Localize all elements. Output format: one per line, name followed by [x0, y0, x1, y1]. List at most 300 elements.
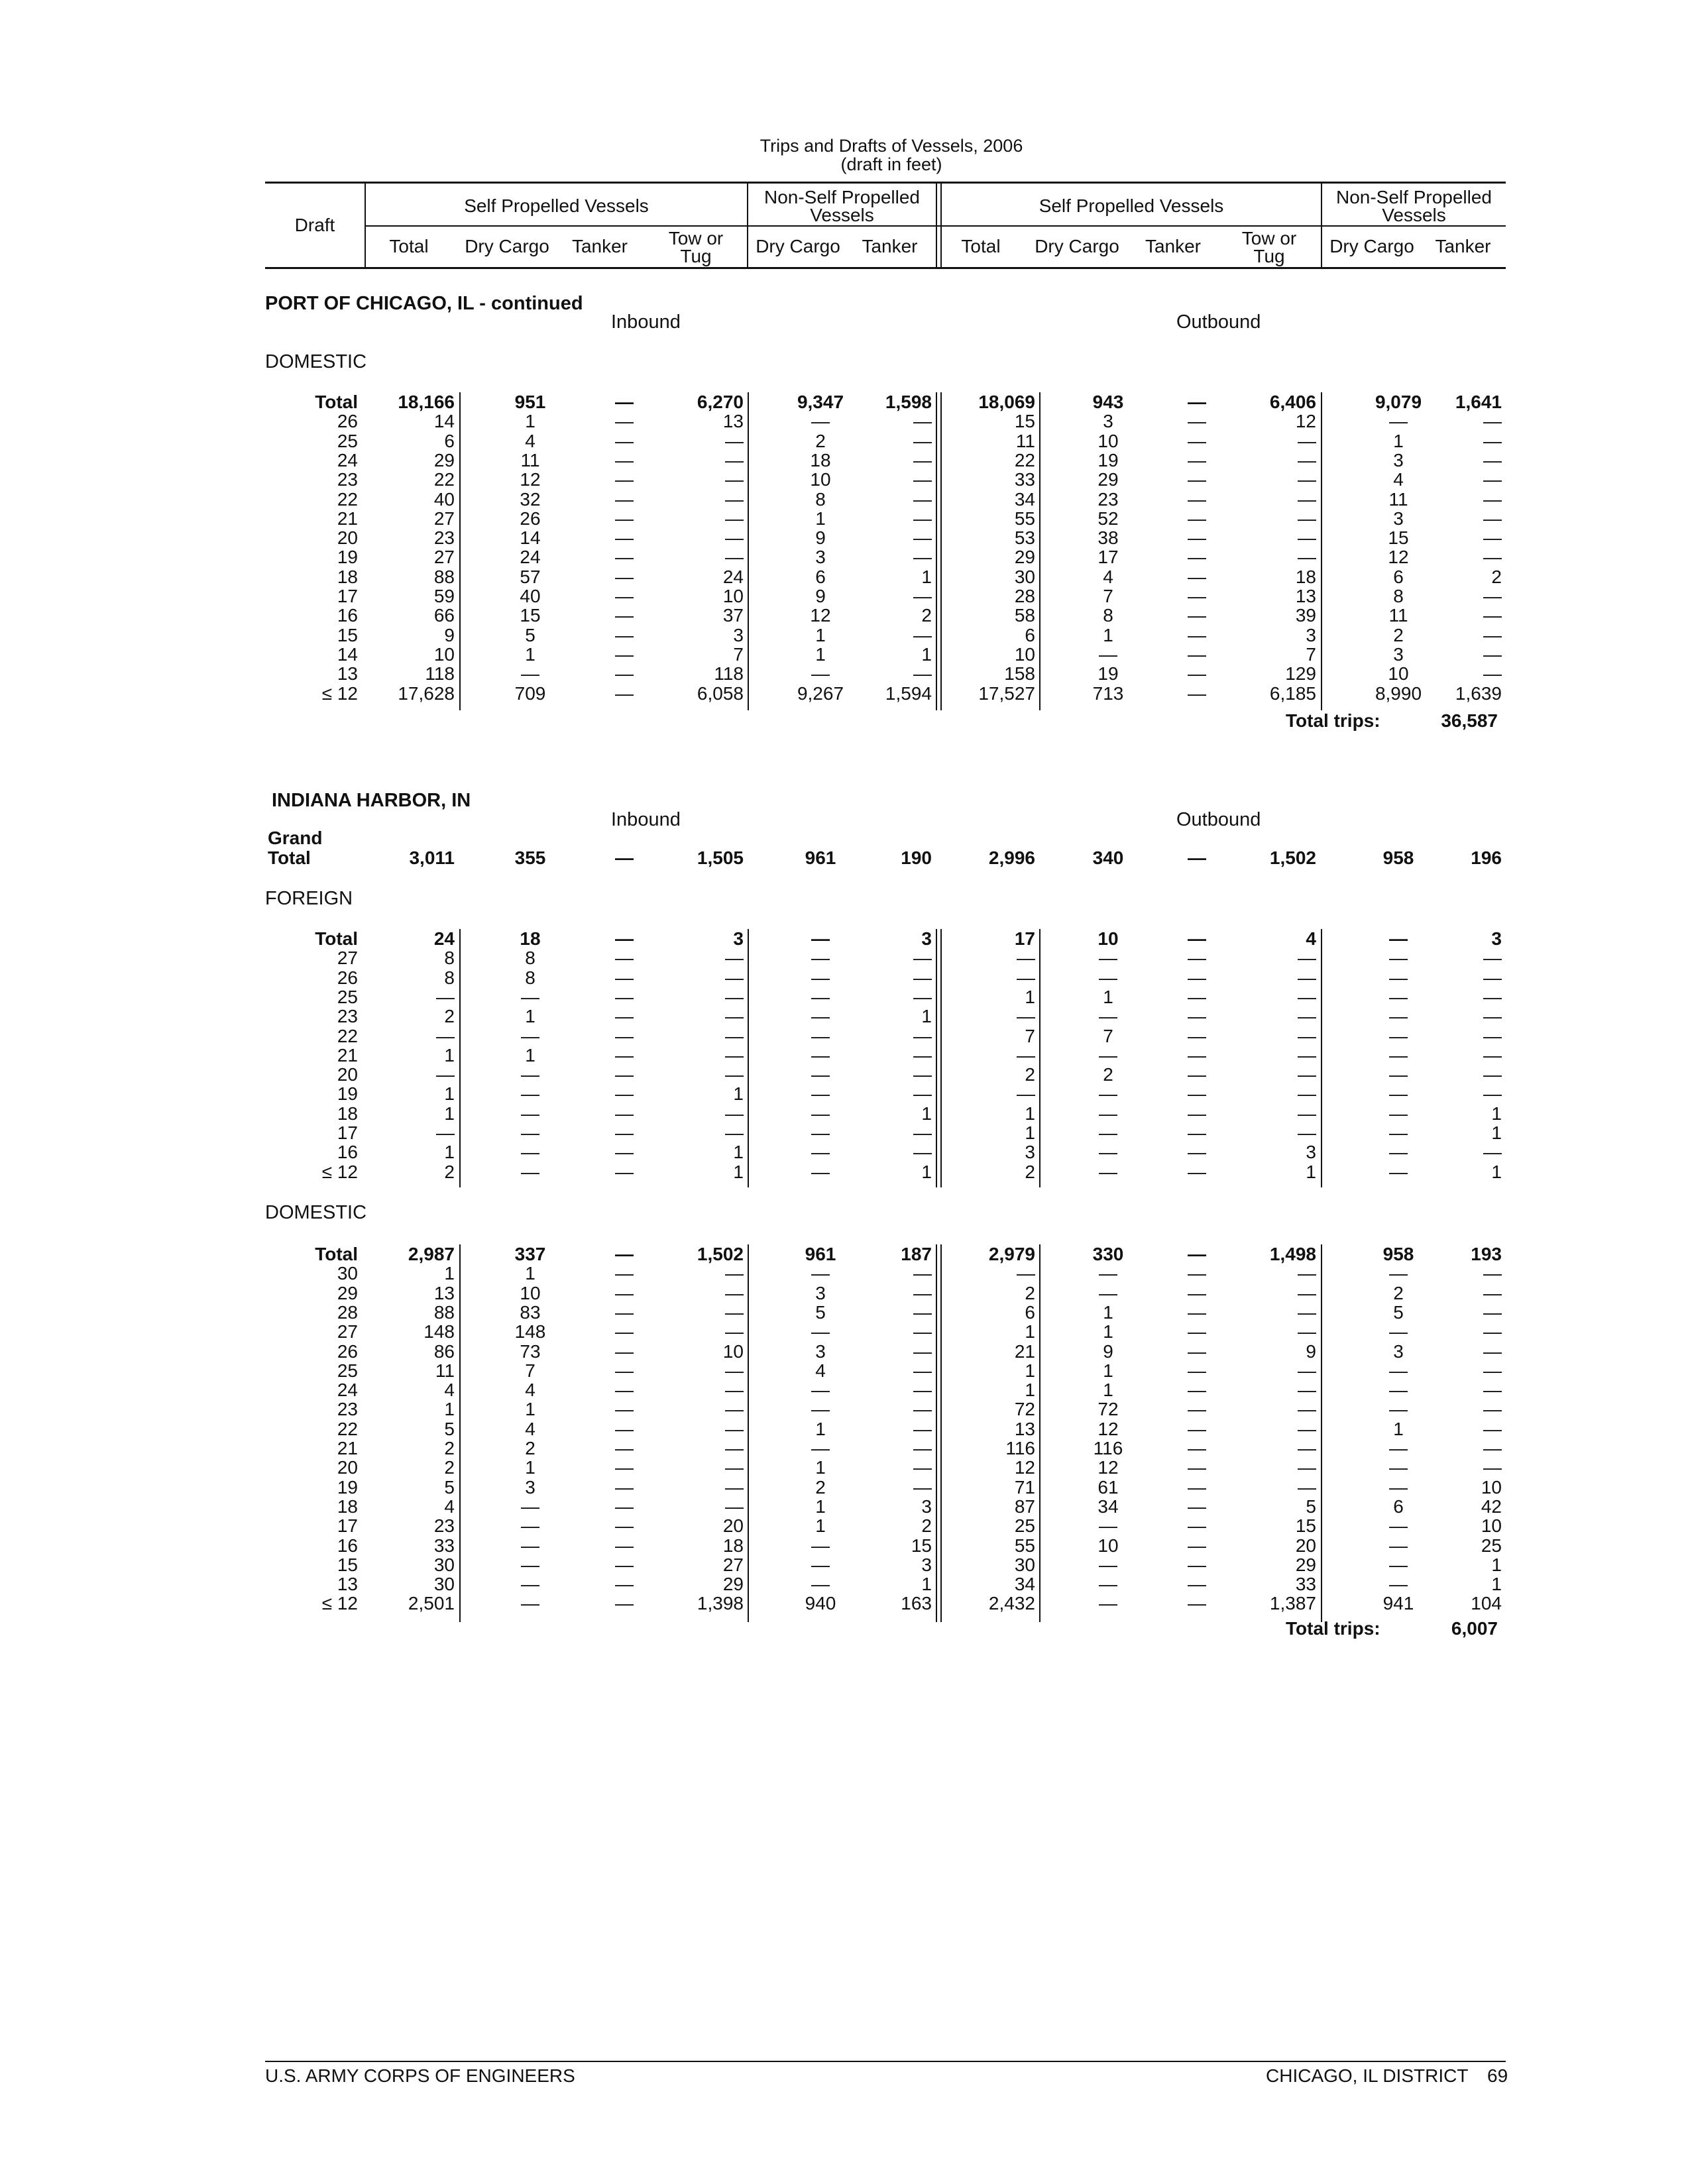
cell-tanker-in: —: [615, 1380, 634, 1401]
cell-total-in: 22: [433, 469, 455, 490]
cell-tow-tug-in: —: [725, 1360, 744, 1381]
cell-total-in: 6: [444, 430, 455, 451]
table-row: [0, 626, 1688, 645]
cell-dry-cargo-in: 4: [525, 430, 535, 451]
cell-nsp-tanker-out: —: [1483, 411, 1502, 432]
cell-dry-cargo-out: 1: [1103, 1321, 1113, 1342]
cell-nsp-dry-cargo-out: 8: [1393, 586, 1404, 606]
cell-nsp-tanker-out: —: [1483, 1263, 1502, 1284]
cell-nsp-tanker-out: —: [1483, 1438, 1502, 1458]
section-title-chicago: PORT OF CHICAGO, IL - continued: [265, 293, 583, 314]
cell-nsp-tanker-in: 190: [901, 847, 932, 868]
cell-tanker-in: —: [615, 469, 634, 490]
cell-dry-cargo-in: 148: [514, 1321, 546, 1342]
cell-dry-cargo-in: 1: [525, 1044, 535, 1065]
cell-tanker-out: —: [1188, 847, 1206, 868]
cell-nsp-dry-cargo-out: 1: [1393, 1418, 1404, 1439]
cell-tow-tug-in: —: [725, 967, 744, 988]
cell-nsp-dry-cargo-in: —: [811, 663, 830, 684]
cell-nsp-dry-cargo-in: —: [811, 1399, 830, 1420]
table-row: [0, 1478, 1688, 1498]
column-rule: [936, 929, 937, 1187]
cell-total-in: 27: [433, 508, 455, 529]
cell-nsp-tanker-in: —: [913, 469, 932, 490]
cell-nsp-tanker-in: —: [913, 586, 932, 606]
cell-total-out: 116: [1005, 1438, 1035, 1458]
cell-nsp-dry-cargo-out: —: [1389, 1438, 1408, 1458]
cell-nsp-dry-cargo-in: 12: [810, 605, 831, 626]
cell-tow-tug-in: 1,398: [697, 1593, 744, 1614]
cell-nsp-dry-cargo-out: —: [1389, 1515, 1408, 1537]
cell-tanker-out: —: [1188, 488, 1206, 510]
cell-dry-cargo-out: 2: [1103, 1064, 1113, 1085]
cell-draft: ≤ 12: [321, 682, 358, 704]
cell-total-in: 4: [444, 1380, 455, 1401]
cell-tanker-out: —: [1188, 1476, 1206, 1498]
cell-total-out: —: [1017, 948, 1035, 969]
cell-tow-tug-out: —: [1298, 1360, 1316, 1381]
cell-nsp-dry-cargo-out: —: [1389, 986, 1408, 1007]
header-col-tanker: Tanker: [571, 236, 628, 256]
table-row: [0, 664, 1688, 684]
cell-nsp-tanker-in: —: [913, 986, 932, 1007]
cell-total-in: 148: [423, 1321, 455, 1342]
cell-draft: 27: [337, 948, 358, 969]
cell-nsp-tanker-in: 15: [911, 1535, 932, 1556]
cell-tanker-out: —: [1188, 1457, 1206, 1478]
cell-nsp-tanker-in: 1: [921, 1006, 932, 1027]
cell-tanker-in: —: [615, 1044, 634, 1065]
cell-tanker-in: —: [615, 1535, 634, 1556]
cell-nsp-dry-cargo-in: —: [811, 1574, 830, 1595]
cell-dry-cargo-out: 9: [1103, 1340, 1113, 1362]
column-rule: [1039, 392, 1041, 710]
cell-total-in: 17,628: [398, 682, 455, 704]
cell-nsp-tanker-out: 1,641: [1455, 392, 1502, 412]
cell-tanker-in: —: [615, 1142, 634, 1163]
cell-nsp-tanker-out: 104: [1471, 1593, 1502, 1614]
cell-nsp-tanker-out: 10: [1481, 1515, 1502, 1537]
cell-dry-cargo-in: 32: [520, 488, 541, 510]
cell-tanker-out: —: [1188, 508, 1206, 529]
cell-nsp-dry-cargo-out: 6: [1393, 1496, 1404, 1517]
column-rule: [940, 392, 942, 710]
cell-draft: 22: [337, 1025, 358, 1046]
column-rule: [1321, 392, 1322, 710]
table-row: [0, 1142, 1688, 1162]
cell-total-out: 13: [1014, 1418, 1035, 1439]
cell-tanker-out: —: [1188, 1438, 1206, 1458]
cell-nsp-dry-cargo-out: 3: [1393, 643, 1404, 665]
cell-tanker-out: —: [1188, 547, 1206, 568]
cell-tow-tug-in: —: [725, 1496, 744, 1517]
footer-left: U.S. ARMY CORPS OF ENGINEERS: [265, 2065, 575, 2086]
table-row: [0, 1497, 1688, 1517]
cell-nsp-tanker-in: —: [913, 1044, 932, 1065]
cell-nsp-tanker-in: —: [913, 430, 932, 451]
cell-dry-cargo-in: 8: [525, 948, 535, 969]
cell-dry-cargo-out: —: [1099, 1282, 1117, 1303]
cell-tow-tug-out: —: [1298, 1282, 1316, 1303]
cell-nsp-tanker-out: —: [1483, 527, 1502, 549]
cell-dry-cargo-in: 1: [525, 643, 535, 665]
cell-nsp-dry-cargo-out: 4: [1393, 469, 1404, 490]
cell-total-in: 1: [444, 1083, 455, 1105]
cell-tow-tug-in: —: [725, 1380, 744, 1401]
cell-tanker-out: —: [1188, 1399, 1206, 1420]
cell-tanker-out: —: [1188, 1044, 1206, 1065]
cell-draft: 26: [337, 1340, 358, 1362]
cell-nsp-dry-cargo-out: —: [1389, 1044, 1408, 1065]
cell-nsp-dry-cargo-out: —: [1389, 967, 1408, 988]
table-row: [0, 1084, 1688, 1104]
cell-nsp-dry-cargo-in: —: [811, 1006, 830, 1027]
cell-tanker-in: —: [615, 967, 634, 988]
cell-nsp-tanker-out: —: [1483, 508, 1502, 529]
cell-nsp-dry-cargo-out: —: [1389, 1083, 1408, 1105]
cell-tow-tug-out: —: [1298, 1263, 1316, 1284]
cell-nsp-dry-cargo-out: —: [1389, 1103, 1408, 1124]
cell-tanker-in: —: [615, 605, 634, 626]
cell-tow-tug-in: —: [725, 469, 744, 490]
cell-dry-cargo-in: —: [521, 1025, 539, 1046]
cell-tow-tug-out: 12: [1295, 411, 1316, 432]
cell-tow-tug-in: 1: [733, 1083, 744, 1105]
foreign-label: FOREIGN: [265, 888, 353, 909]
cell-dry-cargo-in: 4: [525, 1418, 535, 1439]
cell-tow-tug-in: 37: [722, 605, 744, 626]
cell-nsp-dry-cargo-out: 6: [1393, 566, 1404, 587]
cell-total-out: 34: [1014, 488, 1035, 510]
cell-tanker-in: —: [615, 411, 634, 432]
table-row: [0, 987, 1688, 1007]
cell-dry-cargo-out: 19: [1097, 663, 1119, 684]
cell-nsp-tanker-in: —: [913, 663, 932, 684]
table-row: [0, 509, 1688, 529]
cell-tanker-out: —: [1188, 1554, 1206, 1575]
header-col-tanker: Tanker: [862, 236, 918, 256]
cell-draft: 23: [337, 1399, 358, 1420]
cell-nsp-dry-cargo-in: 3: [815, 1340, 826, 1362]
table-row: [0, 1065, 1688, 1085]
cell-tanker-in: —: [615, 527, 634, 549]
cell-total-in: 24: [433, 928, 455, 949]
cell-tanker-out: —: [1188, 392, 1206, 412]
cell-tanker-in: —: [615, 1457, 634, 1478]
grand-total-label: Grand: [268, 828, 323, 848]
cell-tow-tug-in: —: [725, 948, 744, 969]
cell-nsp-dry-cargo-in: 4: [815, 1360, 826, 1381]
column-rule: [936, 392, 937, 710]
cell-nsp-dry-cargo-out: —: [1389, 1006, 1408, 1027]
cell-draft: 13: [337, 1574, 358, 1595]
cell-total-out: —: [1017, 967, 1035, 988]
cell-total-out: 2,432: [988, 1593, 1035, 1614]
cell-dry-cargo-in: —: [521, 1122, 539, 1143]
cell-draft: 16: [337, 1142, 358, 1163]
cell-nsp-tanker-out: —: [1483, 1380, 1502, 1401]
cell-nsp-tanker-out: —: [1483, 624, 1502, 645]
cell-tow-tug-out: —: [1298, 469, 1316, 490]
cell-dry-cargo-out: 713: [1092, 682, 1124, 704]
cell-nsp-dry-cargo-in: —: [811, 948, 830, 969]
cell-nsp-tanker-out: —: [1483, 1083, 1502, 1105]
cell-tanker-in: —: [615, 1161, 634, 1182]
cell-tanker-in: —: [615, 847, 634, 868]
cell-draft: Total: [315, 928, 358, 949]
cell-tanker-in: —: [615, 1574, 634, 1595]
cell-nsp-dry-cargo-out: —: [1389, 1064, 1408, 1085]
cell-nsp-dry-cargo-out: —: [1389, 1321, 1408, 1342]
cell-total-in: 2: [444, 1438, 455, 1458]
cell-nsp-tanker-in: —: [913, 527, 932, 549]
cell-nsp-dry-cargo-out: 9,079: [1375, 392, 1422, 412]
cell-tanker-out: —: [1188, 986, 1206, 1007]
cell-tanker-in: —: [615, 986, 634, 1007]
cell-tow-tug-out: 129: [1285, 663, 1316, 684]
cell-nsp-dry-cargo-in: 6: [815, 566, 826, 587]
header-non-self-propelled-in: Non-Self Propelled Vessels: [763, 187, 921, 225]
cell-draft: 18: [337, 1496, 358, 1517]
cell-dry-cargo-in: 337: [514, 1244, 546, 1264]
cell-dry-cargo-in: 1: [525, 1399, 535, 1420]
cell-total-out: 58: [1014, 605, 1035, 626]
table-row: [0, 645, 1688, 665]
cell-total-in: 23: [433, 1515, 455, 1537]
cell-nsp-dry-cargo-in: 3: [815, 547, 826, 568]
cell-dry-cargo-in: 73: [520, 1340, 541, 1362]
cell-tow-tug-out: 9: [1306, 1340, 1316, 1362]
cell-dry-cargo-in: —: [521, 1083, 539, 1105]
cell-tanker-in: —: [615, 643, 634, 665]
cell-total-out: 30: [1014, 1554, 1035, 1575]
cell-tanker-out: —: [1188, 1025, 1206, 1046]
cell-dry-cargo-out: —: [1099, 948, 1117, 969]
cell-tanker-in: —: [615, 566, 634, 587]
cell-total-in: 5: [444, 1476, 455, 1498]
cell-tanker-in: —: [615, 1301, 634, 1323]
cell-dry-cargo-out: —: [1099, 1044, 1117, 1065]
section-title-indiana: INDIANA HARBOR, IN: [272, 790, 471, 811]
cell-total-out: 158: [1004, 663, 1035, 684]
outbound-label: Outbound: [1176, 311, 1261, 333]
cell-nsp-tanker-in: 1,594: [885, 682, 932, 704]
cell-tow-tug-out: —: [1298, 547, 1316, 568]
cell-draft: 19: [337, 1083, 358, 1105]
inbound-label: Inbound: [611, 809, 681, 830]
column-rule: [459, 392, 461, 710]
cell-nsp-dry-cargo-out: —: [1389, 1476, 1408, 1498]
cell-total-out: 55: [1014, 1535, 1035, 1556]
cell-tanker-in: —: [615, 948, 634, 969]
cell-draft: 18: [337, 1103, 358, 1124]
cell-dry-cargo-in: 10: [520, 1282, 541, 1303]
cell-nsp-dry-cargo-in: —: [811, 1083, 830, 1105]
table-row: [0, 848, 1688, 868]
cell-nsp-dry-cargo-in: 8: [815, 488, 826, 510]
cell-nsp-dry-cargo-in: 1: [815, 1457, 826, 1478]
cell-nsp-dry-cargo-in: 5: [815, 1301, 826, 1323]
cell-draft: Total: [315, 1244, 358, 1264]
cell-nsp-dry-cargo-in: 940: [805, 1593, 836, 1614]
header-col-dry-cargo: Dry Cargo: [1035, 236, 1119, 256]
cell-total-in: 29: [433, 449, 455, 470]
cell-tanker-in: —: [615, 1122, 634, 1143]
cell-tow-tug-out: 1,498: [1269, 1244, 1316, 1264]
cell-tanker-out: —: [1188, 1064, 1206, 1085]
cell-nsp-dry-cargo-in: 1: [815, 1515, 826, 1537]
cell-dry-cargo-in: —: [521, 1535, 539, 1556]
header-col-tanker: Tanker: [1145, 236, 1202, 256]
cell-tow-tug-out: —: [1298, 449, 1316, 470]
cell-tow-tug-out: —: [1298, 508, 1316, 529]
cell-total-out: 18,069: [978, 392, 1035, 412]
cell-total-in: 88: [433, 1301, 455, 1323]
header-col-tow-or-tug: Tow or Tug: [1241, 228, 1297, 266]
cell-nsp-tanker-in: —: [913, 1418, 932, 1439]
cell-tow-tug-out: —: [1298, 986, 1316, 1007]
cell-tanker-in: —: [615, 1006, 634, 1027]
cell-tow-tug-out: —: [1298, 430, 1316, 451]
cell-total-out: 6: [1025, 1301, 1035, 1323]
cell-total-out: 55: [1014, 508, 1035, 529]
cell-tanker-out: —: [1188, 1593, 1206, 1614]
cell-nsp-dry-cargo-in: 10: [810, 469, 831, 490]
header-self-propelled-out: Self Propelled Vessels: [1039, 195, 1224, 216]
cell-nsp-tanker-in: 1: [921, 1161, 932, 1182]
cell-nsp-tanker-out: —: [1483, 643, 1502, 665]
cell-total-in: 1: [444, 1103, 455, 1124]
cell-dry-cargo-in: 83: [520, 1301, 541, 1323]
cell-tanker-in: —: [615, 1025, 634, 1046]
cell-dry-cargo-out: 38: [1097, 527, 1119, 549]
cell-draft: 26: [337, 411, 358, 432]
cell-nsp-dry-cargo-out: 5: [1393, 1301, 1404, 1323]
cell-nsp-dry-cargo-in: 18: [810, 449, 831, 470]
column-rule: [748, 929, 749, 1187]
cell-nsp-dry-cargo-in: 9: [815, 586, 826, 606]
table-row: [0, 1594, 1688, 1613]
cell-draft: 15: [337, 624, 358, 645]
cell-nsp-dry-cargo-out: —: [1389, 1554, 1408, 1575]
cell-tanker-out: —: [1188, 1301, 1206, 1323]
header-divider: [940, 183, 942, 268]
total-trips-value: 36,587: [1441, 710, 1498, 731]
cell-dry-cargo-in: 26: [520, 508, 541, 529]
cell-tanker-out: —: [1188, 1321, 1206, 1342]
cell-nsp-tanker-in: —: [913, 1282, 932, 1303]
column-rule: [1321, 929, 1322, 1187]
cell-tanker-in: —: [615, 1064, 634, 1085]
cell-nsp-dry-cargo-in: 2: [815, 430, 826, 451]
cell-total-out: 1: [1025, 1122, 1035, 1143]
cell-tanker-in: —: [615, 1515, 634, 1537]
cell-tow-tug-in: —: [725, 527, 744, 549]
cell-nsp-tanker-out: —: [1483, 469, 1502, 490]
page-subtitle: (draft in feet): [840, 154, 942, 174]
cell-draft: 17: [337, 1515, 358, 1537]
cell-total-out: 22: [1014, 449, 1035, 470]
cell-dry-cargo-out: 1: [1103, 1360, 1113, 1381]
domestic-label: DOMESTIC: [265, 351, 367, 372]
column-rule: [936, 1244, 937, 1622]
cell-total-in: —: [436, 1122, 455, 1143]
cell-nsp-dry-cargo-out: 11: [1388, 488, 1408, 510]
cell-dry-cargo-out: 23: [1097, 488, 1119, 510]
cell-tow-tug-in: 1: [733, 1142, 744, 1163]
cell-tow-tug-out: 7: [1306, 643, 1316, 665]
cell-tanker-out: —: [1188, 624, 1206, 645]
grand-total-label: Total: [268, 847, 311, 868]
cell-tow-tug-in: —: [725, 1438, 744, 1458]
cell-nsp-dry-cargo-in: 1: [815, 1496, 826, 1517]
cell-nsp-tanker-in: 3: [921, 928, 932, 949]
table-row: [0, 528, 1688, 548]
cell-dry-cargo-out: 943: [1092, 392, 1124, 412]
cell-total-out: —: [1017, 1083, 1035, 1105]
cell-nsp-dry-cargo-in: 1: [815, 643, 826, 665]
cell-nsp-tanker-out: 1: [1491, 1161, 1502, 1182]
cell-tanker-in: —: [615, 1496, 634, 1517]
cell-tow-tug-in: —: [725, 1418, 744, 1439]
cell-nsp-dry-cargo-in: —: [811, 411, 830, 432]
cell-draft: 20: [337, 1064, 358, 1085]
cell-total-in: —: [436, 986, 455, 1007]
header-divider: [365, 183, 366, 268]
cell-nsp-dry-cargo-in: 961: [805, 847, 836, 868]
cell-tow-tug-in: 13: [722, 411, 744, 432]
cell-nsp-tanker-in: —: [913, 1399, 932, 1420]
cell-nsp-tanker-in: —: [913, 1122, 932, 1143]
cell-nsp-tanker-out: —: [1483, 1418, 1502, 1439]
column-rule: [940, 929, 942, 1187]
cell-tanker-out: —: [1188, 1103, 1206, 1124]
cell-tow-tug-out: 3: [1306, 624, 1316, 645]
cell-nsp-tanker-out: —: [1483, 986, 1502, 1007]
cell-draft: 28: [337, 1301, 358, 1323]
table-row: [0, 1026, 1688, 1046]
cell-total-in: 33: [433, 1535, 455, 1556]
cell-tanker-in: —: [615, 1263, 634, 1284]
cell-nsp-tanker-in: —: [913, 1321, 932, 1342]
table-row: [0, 948, 1688, 968]
table-row: [0, 684, 1688, 704]
column-rule: [1321, 1244, 1322, 1622]
cell-tow-tug-out: —: [1298, 1380, 1316, 1401]
cell-draft: 23: [337, 1006, 358, 1027]
cell-draft: Total: [315, 392, 358, 412]
table-row: [0, 451, 1688, 470]
cell-dry-cargo-in: 4: [525, 1380, 535, 1401]
cell-total-out: 17: [1014, 928, 1035, 949]
cell-draft: 18: [337, 566, 358, 587]
cell-tanker-in: —: [615, 1399, 634, 1420]
cell-nsp-tanker-out: —: [1483, 449, 1502, 470]
cell-dry-cargo-out: 17: [1097, 547, 1119, 568]
cell-nsp-tanker-out: 196: [1471, 847, 1502, 868]
table-row: [0, 1342, 1688, 1362]
cell-tow-tug-in: 1,505: [697, 847, 744, 868]
cell-tow-tug-out: 1: [1306, 1161, 1316, 1182]
cell-total-out: 21: [1014, 1340, 1035, 1362]
cell-tow-tug-in: —: [725, 1006, 744, 1027]
cell-tanker-in: —: [615, 624, 634, 645]
cell-tanker-out: —: [1188, 1122, 1206, 1143]
cell-dry-cargo-out: —: [1099, 967, 1117, 988]
cell-tow-tug-in: 10: [722, 1340, 744, 1362]
cell-tow-tug-in: 7: [733, 643, 744, 665]
cell-dry-cargo-out: 1: [1103, 624, 1113, 645]
